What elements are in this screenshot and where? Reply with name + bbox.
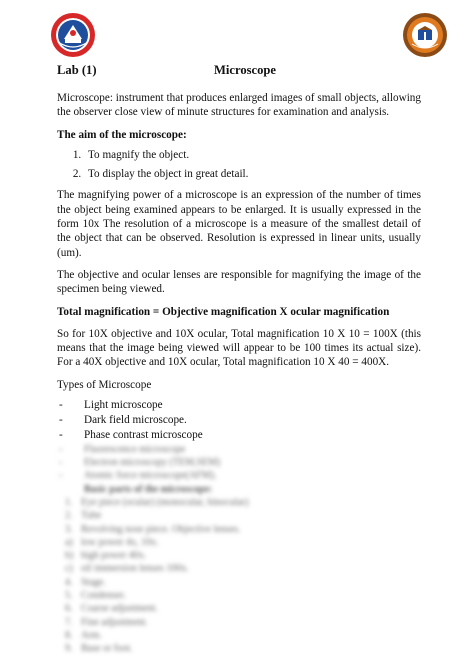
blurred-line-text: Condenser. (81, 589, 126, 601)
aim-item: 1. To magnify the object. (84, 148, 421, 162)
blurred-line (57, 629, 421, 642)
type-label: Phase contrast microscope (84, 428, 203, 441)
blurred-line-marker: 7. (65, 616, 73, 628)
document-body (57, 63, 421, 655)
lenses-paragraph: The objective and ocular lenses are responsible for magnifying the image of the specimen being viewed. (57, 268, 421, 296)
example-paragraph: So for 10X objective and 10X ocular, Total magnification 10 X 10 = 100X (this means that the image being viewed will appear to be 100 times its actual size). For a 40X objective and 10X ocular, Total magnification 10 X 40 = 400X. (57, 327, 421, 369)
type-label: Light microscope (84, 399, 163, 412)
blurred-line-text: Fine adjustment. (81, 616, 148, 628)
type-label: Dark field microscope. (84, 413, 187, 426)
blurred-line-text: Coarse adjustment. (81, 603, 158, 615)
blurred-line (57, 536, 421, 549)
blurred-line (57, 523, 421, 536)
blurred-line-marker: a) (65, 536, 73, 548)
blurred-line-text: Arm. (81, 629, 102, 641)
blurred-line-text: low power 4x, 10x. (81, 536, 159, 548)
blurred-line-marker: 8. (65, 629, 73, 641)
type-item (57, 398, 421, 412)
aim-heading: The aim of the microscope: (57, 128, 187, 141)
page-title: Microscope (214, 63, 277, 77)
definition-paragraph: Microscope: instrument that produces enlarged images of small objects, allowing the observer close view of minute structures for examination and analysis. (57, 92, 421, 119)
types-list (57, 398, 421, 442)
blurred-line-marker: c) (65, 563, 73, 575)
formula-heading: Total magnification = Objective magnification X ocular magnification (57, 305, 390, 318)
blurred-line-marker: 4. (65, 576, 73, 588)
blurred-line-text: Electron microscopy (TEM,SEM) (84, 457, 221, 469)
blurred-line (57, 509, 421, 522)
blurred-line-text: Revolving nose piece. Objective lenses. (81, 523, 241, 535)
blurred-line-marker: 2. (65, 510, 73, 522)
blurred-line (57, 562, 421, 575)
blurred-line-text: Atomic force microscope(AFM). (84, 470, 217, 482)
blurred-line (57, 469, 421, 482)
blurred-line (57, 483, 421, 496)
blurred-line-marker: 3. (65, 523, 73, 535)
blurred-line (57, 576, 421, 589)
blurred-line-marker: 6. (65, 603, 73, 615)
blurred-line-marker: 5. (65, 589, 73, 601)
blurred-line-text: Tube (81, 510, 102, 522)
college-seal-icon (402, 12, 448, 58)
blurred-line-text: Stage. (81, 576, 106, 588)
blurred-line-text: Basic parts of the microscope: (84, 483, 213, 495)
blurred-line-marker: - (59, 443, 63, 455)
blurred-line (57, 616, 421, 629)
blurred-line-marker: 9. (65, 643, 73, 655)
aim-item: 2. To display the object in great detail. (84, 167, 421, 181)
blurred-preview-content (57, 443, 421, 656)
blurred-line (57, 549, 421, 562)
type-item (57, 413, 421, 427)
lab-number: Lab (1) (57, 63, 97, 77)
blurred-line (57, 456, 421, 469)
blurred-line (57, 443, 421, 456)
aims-list (57, 148, 421, 182)
blurred-line (57, 642, 421, 655)
blurred-line (57, 602, 421, 615)
blurred-line-text: oil immersion lenses 100x. (81, 563, 189, 575)
type-item (57, 428, 421, 442)
blurred-line-marker: 1. (65, 496, 73, 508)
list-dash: - (59, 399, 63, 412)
blurred-line-marker: - (59, 457, 63, 469)
magnifying-paragraph: The magnifying power of a microscope is an expression of the number of times the object being examined appears to be enlarged. It is usually expressed in the form 10x The resolution of a microscope is a measure of the smallest detail of the object that can be observed. Resolution is expressed in linear units, usually (um). (57, 189, 421, 259)
blurred-line (57, 589, 421, 602)
blurred-line-marker: - (59, 470, 63, 482)
list-dash: - (59, 428, 63, 441)
blurred-line-text: Fluorescence microscope (84, 443, 186, 455)
blurred-line-text: Base or foot. (81, 643, 133, 655)
list-dash: - (59, 413, 63, 426)
blurred-line-text: Eye piece (ocular) (monocular, binocular) (81, 496, 249, 508)
types-label: Types of Microscope (57, 378, 152, 391)
blurred-line (57, 496, 421, 509)
title-row (57, 63, 421, 79)
blurred-line-text: high power 40x. (81, 550, 147, 562)
university-seal-icon (50, 12, 96, 58)
blurred-line-marker: b) (65, 550, 74, 562)
